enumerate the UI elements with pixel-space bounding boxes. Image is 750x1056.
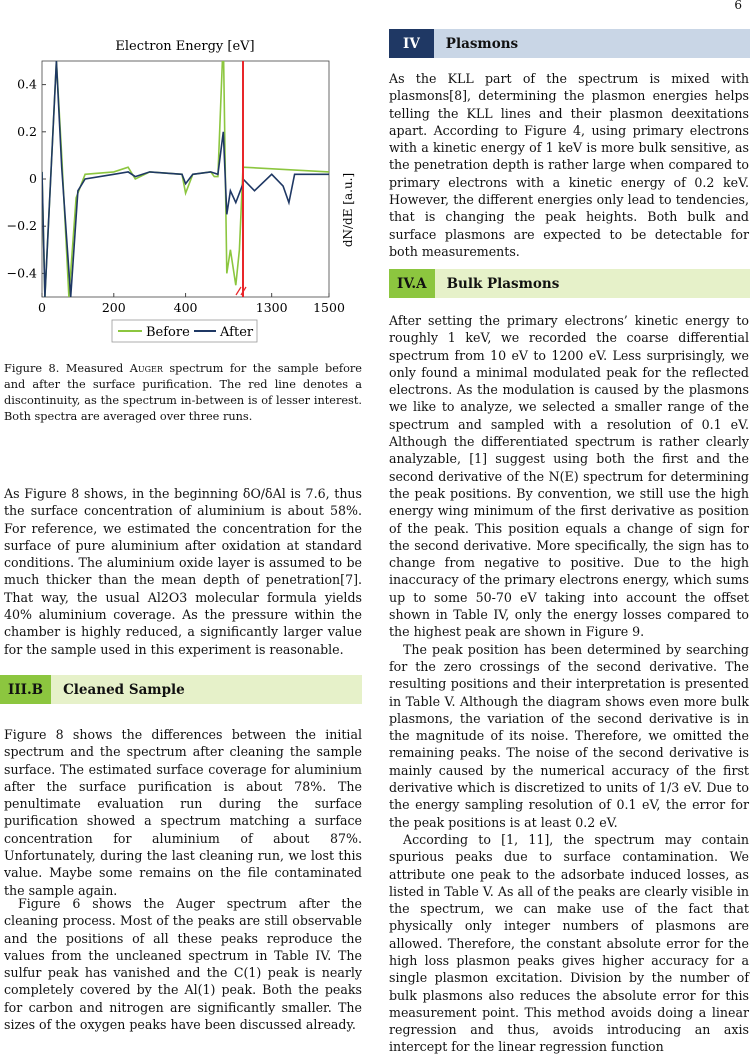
series-line-before [42,37,329,297]
section-header-iv-a: IV.A Bulk Plasmons [389,269,750,298]
auger-spectrum-chart [0,30,362,355]
right-paragraph-1: As the KLL part of the spectrum is mixed with plasmons[8], determining the plasmon energies helps telling the KLL lines and their plasmon deexitations apart. According to Figure 4, using primary electrons with a kinetic energy of 1 keV is more bulk sensitive, as the penetration depth is rather large when compared to primary electrons with a kinetic energy of 0.2 keV. However, the different energies only lead to tendencies, that is changing the peak heights. Both bulk and surface plasmons are expected to be detectable for both measurements. [389,71,749,259]
x-tick-label: 1300 [255,300,288,315]
x-tick-label: 200 [101,300,126,315]
right-paragraph-2: After setting the primary electrons’ kinetic energy to roughly 1 keV, we recorded the coarse differential spectrum from 10 eV to 1200 eV. Less surprisingly, we only found a minimal modulated peak for the reflected electrons. As the modulation is caused by the plasmons we like to analyze, we selected a smaller range of the spectrum and sampled with a resolution of 0.1 eV. Although the differentiated spectrum is rather clearly analyzable, [1] suggest using both the first and the second derivative of the N(E) spectrum for determining the peak positions. By convention, we still use the high energy wing minimum of the first derivative as position of the peak. This position equals a change of sign for the second derivative. More specifically, the sign has to change from negative to positive. Due to the high inaccuracy of the primary electrons energy, which sums up to some 50-70 eV taking into account the offset shown in Table IV, only the energy losses compared to the highest peak are shown in Figure 9. The peak position has been determined by searching for the zero crossings of the second derivative. The resulting positions and their interpretation is presented in Table V. Although the diagram shows even more bulk plasmons, the variation of the second derivative is in the magnitude of its noise. Therefore, we omitted the remaining peaks. The noise of the second derivative is mainly caused by the numerical accuracy of the first derivative which is discretized to units of 1/3 eV. Due to the energy sampling resolution of 0.1 eV, the error for the peak positions is at least 0.2 eV. According to [1, 11], the spectrum may contain spurious peaks due to surface contamination. We attribute one peak to the adsorbate induced losses, as listed in Table V. As all of the peaks are clearly visible in the spectrum, we can make use of the fact that physically only integer numbers of plasmons are allowed. Therefore, the constant absolute error for the high loss plasmon peaks gives higher accuracy for a single plasmon excitation. Division by the number of bulk plasmons also reduces the absolute error for this measurement point. This method avoids doing a linear regression and thus, avoids introducing an axis intercept for the linear regression function [389,313,749,1055]
left-paragraph-2: Figure 8 shows the differences between the initial spectrum and the spectrum after cleaning the sample surface. The estimated surface coverage for aluminium after the surface purification is about 78%. The penultimate evaluation run during the surface purification showed a spectrum matching a surface concentration for aluminium of about 87%. Unfortunately, during the last cleaning run, we lost this value. Maybe some remains on the file contaminated the sample again. [4,727,362,898]
page-number: 6 [734,0,742,12]
figure-caption: Figure 8. Measured Auger spectrum for the sample before and after the surface purification. The red line denotes a discontinuity, as the spectrum in-between is of lesser interest. Both spectra are averaged over three runs. [4,362,362,423]
left-paragraph-3: Figure 6 shows the Auger spectrum after the cleaning process. Most of the peaks are still observable and the positions of all these peaks reproduce the values from the uncleaned spectrum in Table IV. The sulfur peak has vanished and the C(1) peak is nearly completely covered by the Al(1) peak. Both the peaks for carbon and nitrogen are significantly smaller. The sizes of the oxygen peaks have been discussed already. [4,896,362,1033]
x-tick-label: 0 [38,300,46,315]
x-tick-label: 1500 [313,300,345,315]
y-tick-label: −0.4 [6,265,37,281]
chart-title: Electron Energy [eV] [115,39,255,54]
y-axis-label: dN/dE [a.u.] [341,172,355,248]
series-line-after [42,61,329,297]
y-tick-label: 0 [29,171,37,186]
y-tick-label: 0.2 [17,123,37,139]
x-tick-label: 400 [173,300,198,315]
caption-label: Figure 8. [4,362,60,375]
legend [112,320,257,342]
legend-after: After [220,325,254,340]
left-paragraph-1: As Figure 8 shows, in the beginning δO/δAl is 7.6, thus the surface concentration of aluminium is about 58%. For reference, we estimated the concentration for the surface of pure aluminium after oxidation at standard conditions. The aluminium oxide layer is assumed to be much thicker than the mean depth of penetration[7]. That way, the usual Al2O3 molecular formula yields 40% aluminium coverage. As the pressure within the chamber is highly reduced, a significantly larger value for the sample used in this experiment is reasonable. [4,486,362,657]
y-tick-label: 0.4 [17,76,37,92]
axis-break-mark [236,287,246,295]
legend-before: Before [146,325,190,340]
y-tick-label: −0.2 [6,218,37,234]
section-header-iv: IV Plasmons [389,29,750,58]
section-header-iii-b: III.B Cleaned Sample [0,675,362,704]
